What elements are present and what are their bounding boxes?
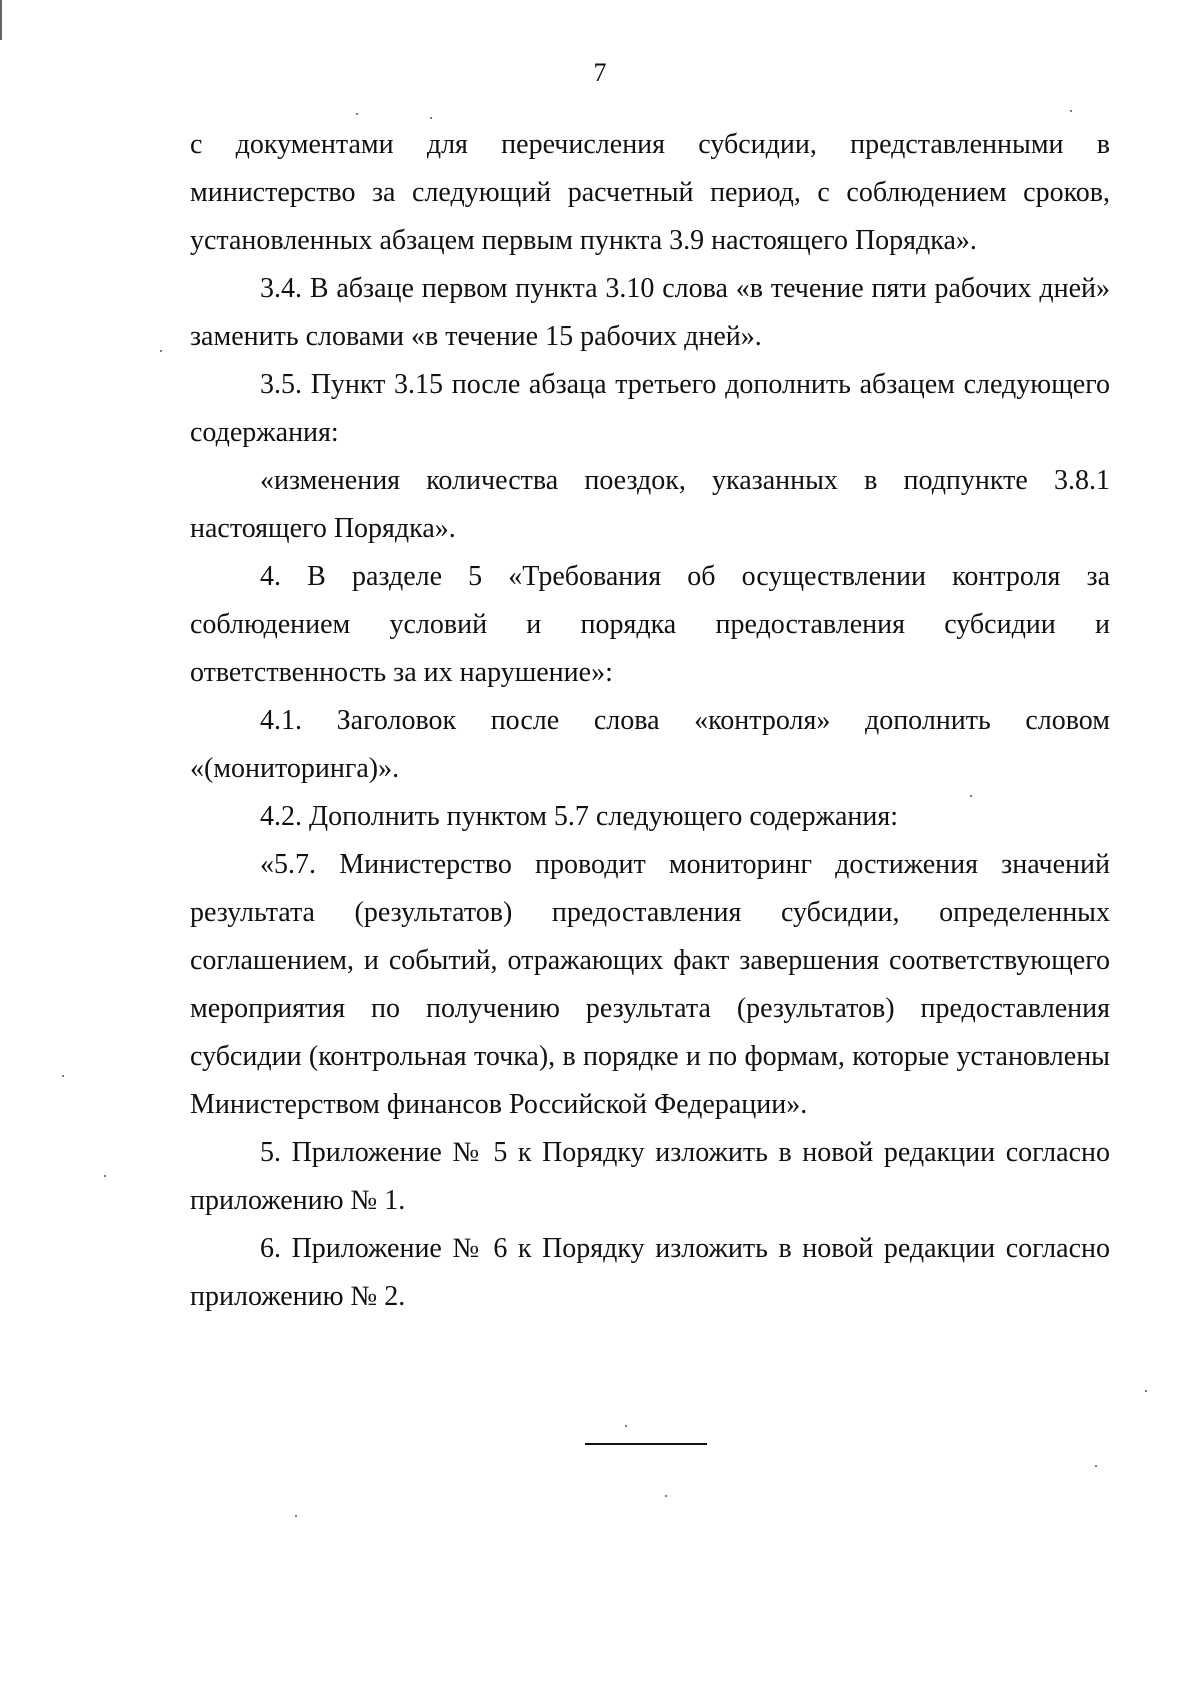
paragraph-3-5: 3.5. Пункт 3.15 после абзаца третьего дополнить абзацем следующего содержания: [190,369,1110,448]
scan-speck [295,1515,297,1517]
scan-speck [1145,1390,1147,1392]
scan-speck [160,350,162,352]
paragraph-continuation: с документами для перечисления субсидии, представленными в министерство за следующий расчетный период, с соблюдением сроков, установленных абзацем первым пункта 3.9 настоящего Порядка». [190,129,1110,256]
paragraph-4-2: 4.2. Дополнить пунктом 5.7 следующего содержания: [260,801,899,832]
scan-speck [356,113,358,115]
document-body [190,121,1110,1321]
scan-speck [665,1495,667,1497]
scan-speck [625,1425,627,1427]
paragraph-3-5-quote: «изменения количества поездок, указанных в подпункте 3.8.1 настоящего Порядка». [190,465,1110,544]
scan-speck [104,1175,106,1177]
scan-speck [1095,1465,1097,1467]
scan-edge-mark [0,0,2,40]
paragraph-5: 5. Приложение № 5 к Порядку изложить в новой редакции согласно приложению № 1. [190,1137,1110,1216]
scan-speck [970,795,972,797]
paragraph-5-7-quote: «5.7. Министерство проводит мониторинг достижения значений результата (результатов) предоставления субсидии, определенных соглашением, и событий, отражающих факт завершения соответствующего мероприятия по получению результата (результатов) предоставления субсидии (контрольная точка), в порядке и по формам, которые установлены Министерством финансов Российской Федерации». [190,849,1110,1120]
paragraph-4-1: 4.1. Заголовок после слова «контроля» дополнить словом «(мониторинга)». [190,705,1110,784]
paragraph-6: 6. Приложение № 6 к Порядку изложить в новой редакции согласно приложению № 2. [190,1233,1110,1312]
end-of-text-rule [585,1443,707,1445]
scan-speck [1070,110,1072,112]
scan-speck [430,117,432,119]
paragraph-3-4: 3.4. В абзаце первом пункта 3.10 слова «в течение пяти рабочих дней» заменить словами «в течение 15 рабочих дней». [190,273,1110,352]
scan-speck [62,1075,64,1077]
page-number: 7 [593,58,607,87]
paragraph-4: 4. В разделе 5 «Требования об осуществлении контроля за соблюдением условий и порядка предоставления субсидии и ответственность за их нарушение»: [190,561,1110,688]
